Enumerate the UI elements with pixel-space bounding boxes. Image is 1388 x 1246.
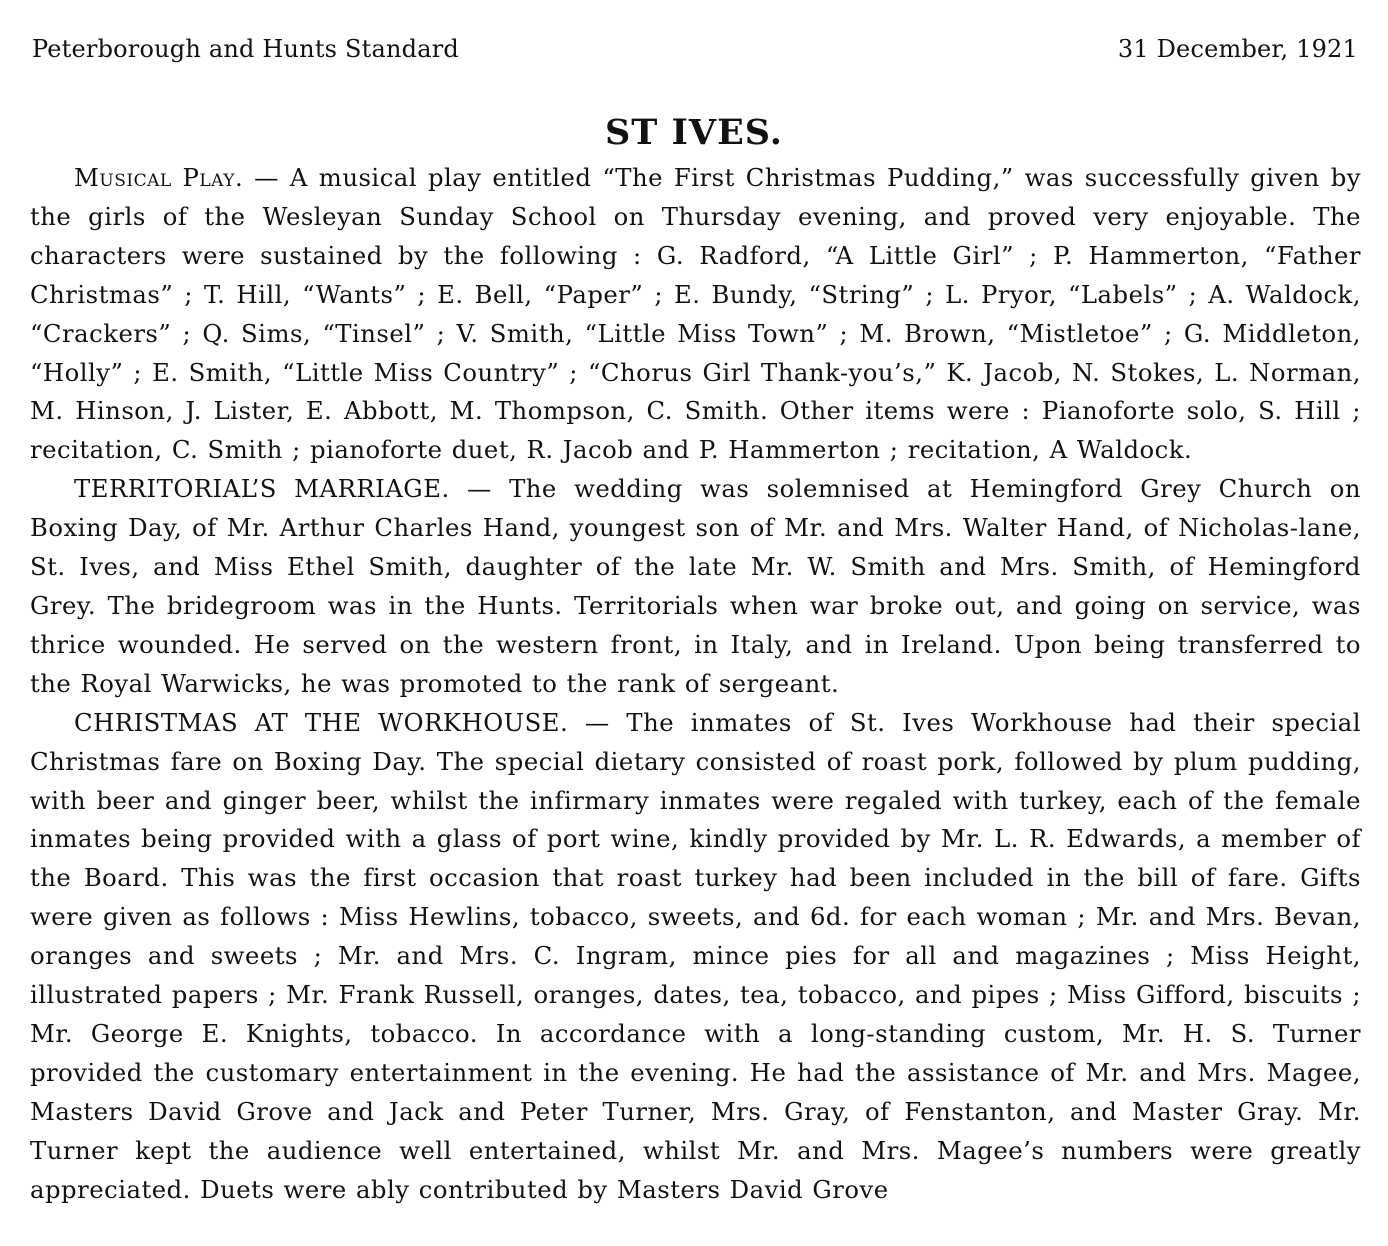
publication-name: Peterborough and Hunts Standard bbox=[32, 35, 459, 63]
paragraph-musical-play bbox=[30, 159, 1361, 470]
page-title: ST IVES. bbox=[605, 112, 783, 153]
paragraph-text: The wedding was solemnised at Hemingford Grey Church on Boxing Day, of Mr. Arthur Charles Hand, youngest son of Mr. and Mrs. Walter Hand, of Nicholas-lane, St. Ives, and Miss Ethel Smith, daughter of the late Mr. W. Smith and Mrs. Smith, of Hemingford Grey. The bridegroom was in the Hunts. Territorials when war broke out, and going on service, was thrice wounded. He served on the western front, in Italy, and in Ireland. Upon being transferred to the Royal Warwicks, he was promoted to the rank of sergeant. bbox=[30, 474, 1361, 698]
paragraph-heading: Musical Play. bbox=[74, 163, 244, 192]
paragraph-text: A musical play entitled “The First Christmas Pudding,” was successfully given by the girls of the Wesleyan Sunday School on Thursday evening, and proved very enjoyable. The characters were sustained by the following : G. Radford, “A Little Girl” ; P. Hammerton, “Father Christmas” ; T. Hill, “Wants” ; E. Bell, “Paper” ; E. Bundy, “String” ; L. Pryor, “Labels” ; A. Waldock, “Crackers” ; Q. Sims, “Tinsel” ; V. Smith, “Little Miss Town” ; M. Brown, “Mistletoe” ; G. Middleton, “Holly” ; E. Smith, “Little Miss Country” ; “Chorus Girl Thank-you’s,” K. Jacob, N. Stokes, L. Norman, M. Hinson, J. Lister, E. Abbott, M. Thompson, C. Smith. Other items were : Pianoforte solo, S. Hill ; recitation, C. Smith ; pianoforte duet, R. Jacob and P. Hammerton ; recitation, A Waldock. bbox=[30, 163, 1361, 465]
heading-dash: — bbox=[243, 163, 290, 192]
paragraph-text: The inmates of St. Ives Workhouse had their special Christmas fare on Boxing Day. The special dietary consisted of roast pork, followed by plum pudding, with beer and ginger beer, whilst the infirmary inmates were regaled with turkey, each of the female inmates being provided with a glass of port wine, kindly provided by Mr. L. R. Edwards, a member of the Board. This was the first occasion that roast turkey had been included in the bill of fare. Gifts were given as follows : Miss Hewlins, tobacco, sweets, and 6d. for each woman ; Mr. and Mrs. Bevan, oranges and sweets ; Mr. and Mrs. C. Ingram, mince pies for all and magazines ; Miss Height, illustrated papers ; Mr. Frank Russell, oranges, dates, tea, tobacco, and pipes ; Miss Gifford, biscuits ; Mr. George E. Knights, tobacco. In accordance with a long-standing custom, Mr. H. S. Turner provided the customary entertainment in the evening. He had the assistance of Mr. and Mrs. Magee, Masters David Grove and Jack and Peter Turner, Mrs. Gray, of Fenstanton, and Master Gray. Mr. Turner kept the audience well entertained, whilst Mr. and Mrs. Magee’s numbers were greatly appreciated. Duets were ably contributed by Masters David Grove bbox=[30, 707, 1362, 1204]
paragraph-territorials-marriage bbox=[30, 470, 1361, 703]
publication-date: 31 December, 1921 bbox=[1117, 35, 1358, 63]
article-body bbox=[30, 159, 1361, 1209]
heading-dash: — bbox=[568, 707, 627, 737]
heading-dash: — bbox=[449, 474, 510, 504]
page-header bbox=[32, 32, 1358, 66]
paragraph-heading: CHRISTMAS AT THE WORKHOUSE. bbox=[74, 707, 569, 737]
paragraph-christmas-workhouse bbox=[30, 704, 1361, 1210]
paragraph-heading: TERRITORIAL’S MARRIAGE. bbox=[74, 474, 450, 504]
